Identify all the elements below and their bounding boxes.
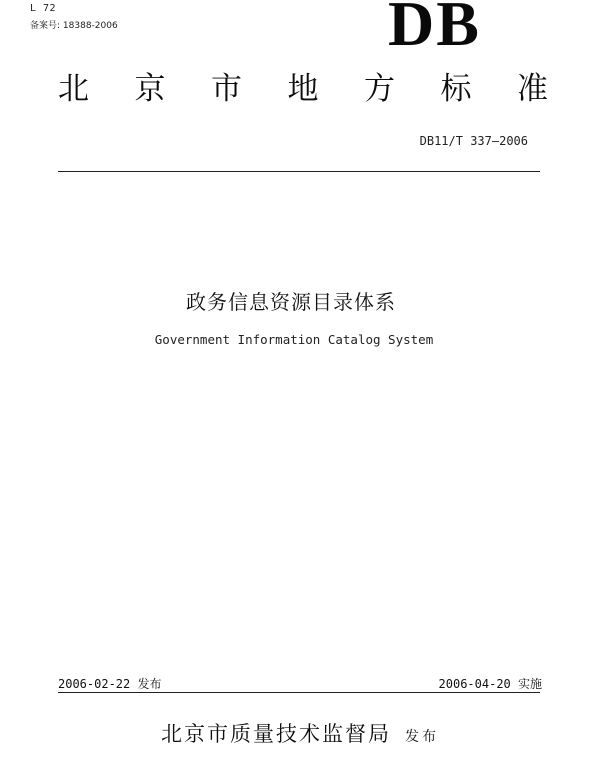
issue-date: 2006-02-22 发布 [58,677,162,691]
classification-code: L 72 [30,3,57,14]
document-title-english: Government Information Catalog System [154,332,434,347]
standard-type-char: 地 [287,71,319,107]
db-logo: DB [388,0,481,59]
record-number [30,18,118,31]
standard-type-char: 标 [440,71,472,107]
standard-type-char: 准 [517,71,548,107]
standard-type-char: 京 [134,71,166,107]
issuer-line [0,718,600,748]
top-divider [58,171,540,172]
record-label: 备案号: [30,21,61,31]
bottom-divider [58,692,540,693]
standard-type-char: 方 [364,71,395,107]
issuer-name: 北京市质量技术监督局 [161,722,391,746]
record-value: 18388-2006 [62,21,118,31]
standard-type-char: 市 [211,71,242,107]
document-title: 政务信息资源目录体系 [186,290,396,314]
implementation-date: 2006-04-20 实施 [438,677,542,691]
issuer-suffix: 发布 [405,729,439,745]
standard-type-heading [58,71,548,107]
standard-type-char: 北 [58,71,89,107]
standard-number: DB11/T 337—2006 [419,134,528,148]
